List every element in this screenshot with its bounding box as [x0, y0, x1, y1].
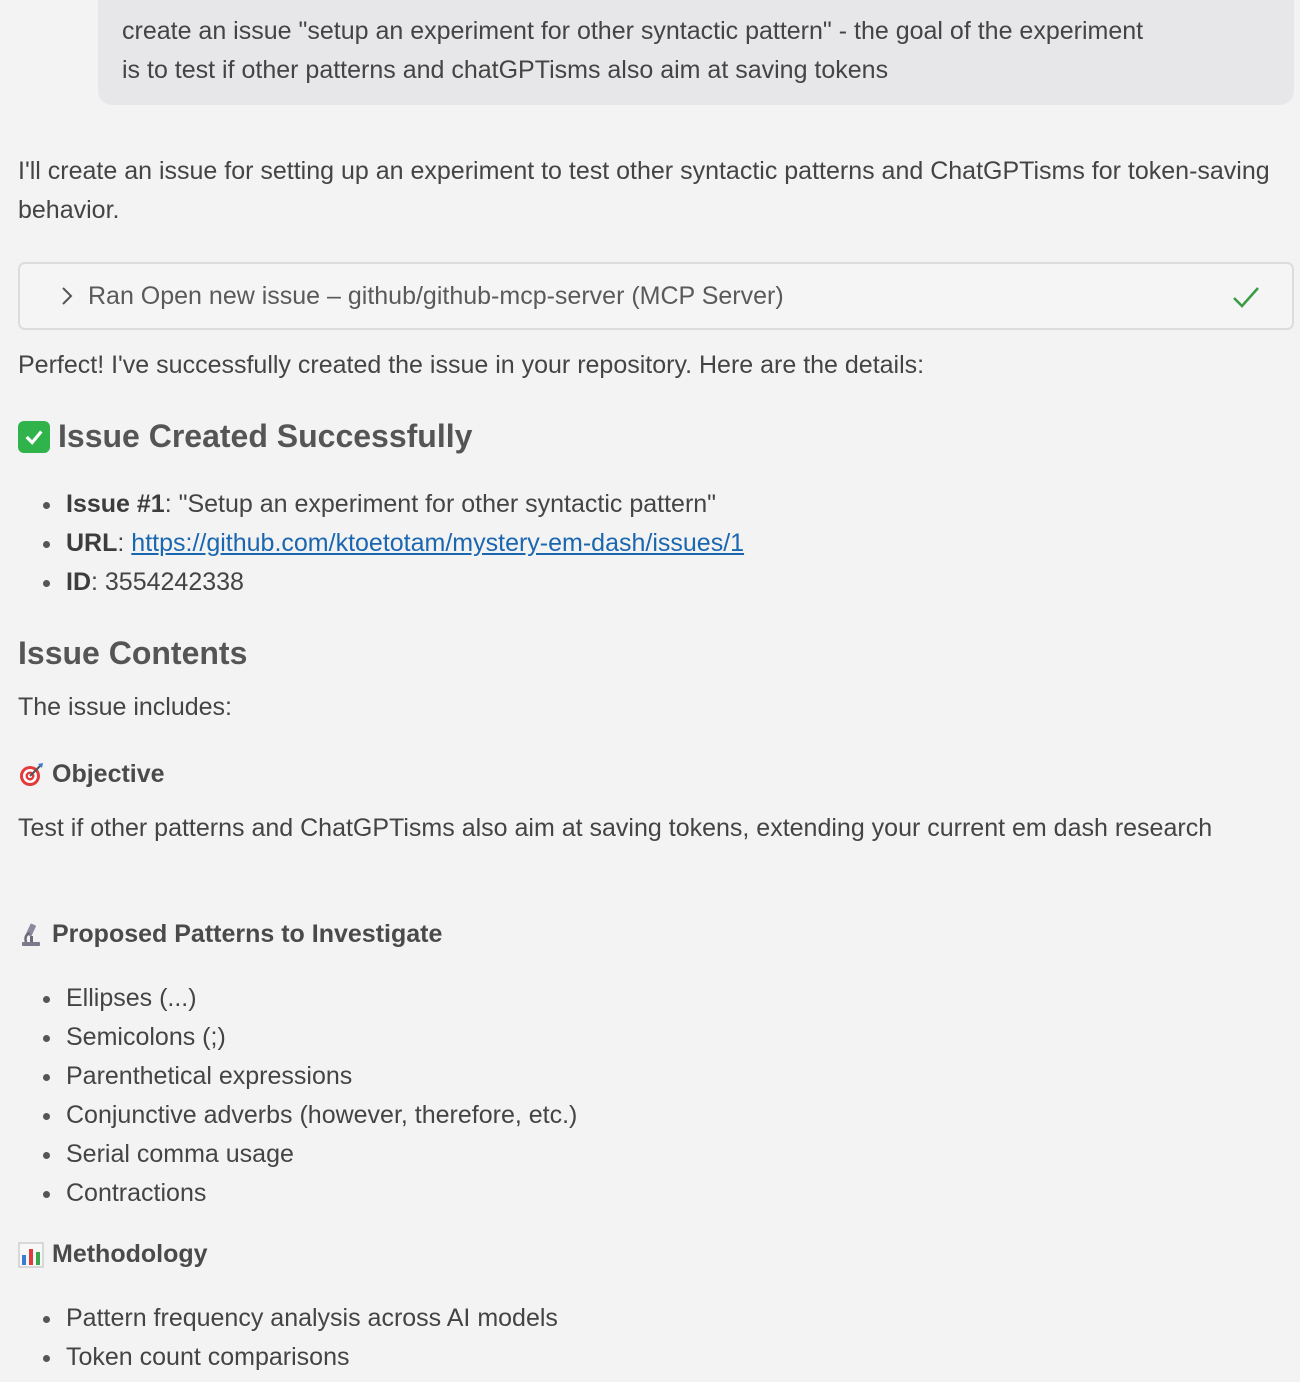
- issue-details-list: [18, 485, 744, 602]
- detail-value: : 3554242338: [91, 568, 244, 596]
- detail-key: URL: [66, 529, 118, 557]
- detail-value: : "Setup an experiment for other syntactic pattern": [164, 490, 717, 518]
- checkmark-icon: [1230, 281, 1262, 313]
- user-message-bubble: [98, 0, 1294, 105]
- methodology-heading: [18, 1240, 208, 1269]
- list-item: Serial comma usage: [66, 1135, 577, 1174]
- list-item: Ellipses (...): [66, 979, 577, 1018]
- list-item: [66, 524, 744, 563]
- list-item: Contractions: [66, 1174, 577, 1213]
- success-text: Perfect! I've successfully created the issue in your repository. Here are the details:: [18, 351, 925, 379]
- chevron-right-icon[interactable]: [56, 285, 78, 307]
- patterns-heading-text: Proposed Patterns to Investigate: [52, 920, 443, 948]
- issue-created-heading: [18, 418, 472, 455]
- contents-intro: The issue includes:: [18, 693, 233, 721]
- list-item: [66, 563, 744, 602]
- list-item: Conjunctive adverbs (however, therefore, etc.): [66, 1096, 577, 1135]
- user-message-line-1: create an issue "setup an experiment for other syntactic pattern" - the goal of the experiment: [122, 17, 1144, 45]
- objective-text: Test if other patterns and ChatGPTisms also aim at saving tokens, extending your current em dash research: [18, 814, 1213, 842]
- detail-key: Issue #1: [66, 490, 165, 518]
- issue-contents-heading-text: Issue Contents: [18, 635, 248, 671]
- target-icon: [18, 762, 44, 788]
- list-item: Semicolons (;): [66, 1018, 577, 1057]
- patterns-list: [18, 979, 577, 1213]
- issue-contents-heading: [18, 635, 247, 672]
- detail-value: :: [117, 529, 132, 557]
- tool-call-label: Ran Open new issue – github/github-mcp-server (MCP Server): [88, 281, 784, 310]
- objective-heading-text: Objective: [52, 760, 165, 788]
- user-message-line-2: is to test if other patterns and chatGPTisms also aim at saving tokens: [122, 56, 889, 84]
- list-item: Token count comparisons: [66, 1338, 558, 1377]
- microscope-icon: [18, 922, 44, 948]
- patterns-heading: [18, 920, 442, 949]
- tool-call-row[interactable]: [18, 262, 1294, 330]
- objective-heading: [18, 760, 165, 789]
- list-item: Parenthetical expressions: [66, 1057, 577, 1096]
- issue-created-heading-text: Issue Created Successfully: [58, 418, 473, 454]
- bar-chart-icon: [18, 1242, 44, 1268]
- assistant-intro: I'll create an issue for setting up an experiment to test other syntactic patterns and ChatGPTisms for token-saving behavior.: [18, 157, 1270, 224]
- list-item: [66, 485, 744, 524]
- detail-key: ID: [66, 568, 91, 596]
- check-mark-button-icon: [18, 421, 50, 453]
- methodology-heading-text: Methodology: [52, 1240, 208, 1268]
- methodology-list: [18, 1299, 558, 1377]
- list-item: Pattern frequency analysis across AI models: [66, 1299, 558, 1338]
- issue-url-link[interactable]: https://github.com/ktoetotam/mystery-em-dash/issues/1: [131, 529, 745, 557]
